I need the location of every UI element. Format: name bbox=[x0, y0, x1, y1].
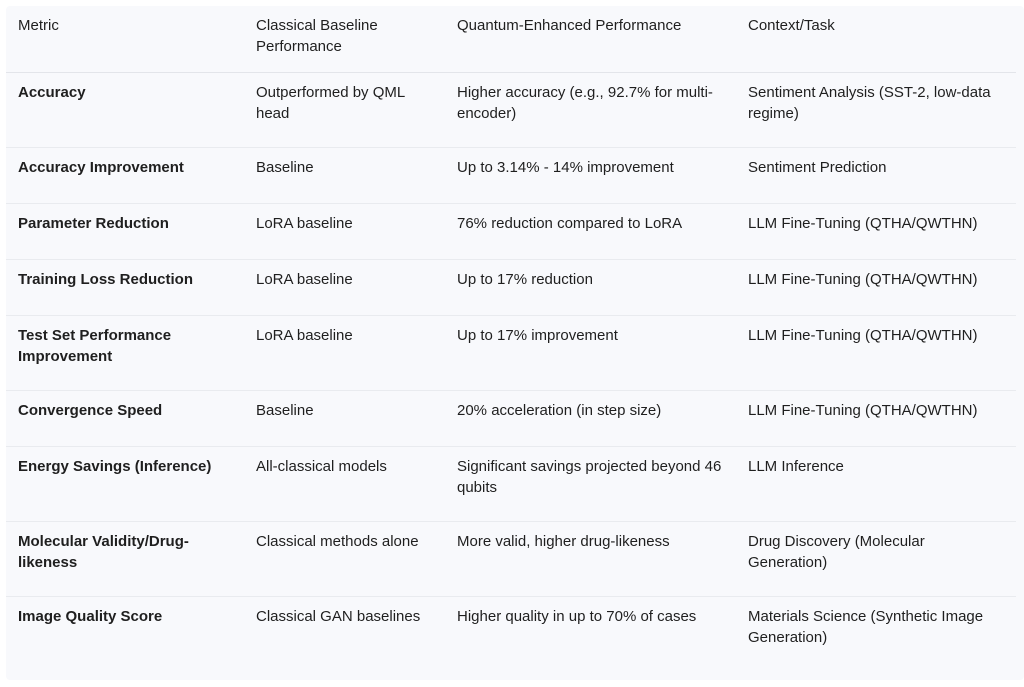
classical-cell: Outperformed by QML head bbox=[244, 72, 445, 147]
table-row bbox=[6, 315, 1016, 390]
header-classical-baseline: Classical Baseline Performance bbox=[244, 6, 445, 72]
header-row bbox=[6, 6, 1016, 72]
metric-cell: Accuracy bbox=[6, 72, 244, 147]
context-cell: LLM Fine-Tuning (QTHA/QWTHN) bbox=[736, 203, 1016, 259]
metric-cell: Parameter Reduction bbox=[6, 203, 244, 259]
metric-cell: Convergence Speed bbox=[6, 390, 244, 446]
context-cell: Sentiment Prediction bbox=[736, 147, 1016, 203]
table-body bbox=[6, 72, 1016, 671]
classical-cell: LoRA baseline bbox=[244, 315, 445, 390]
table-row bbox=[6, 390, 1016, 446]
metric-cell: Test Set Performance Improvement bbox=[6, 315, 244, 390]
context-cell: LLM Fine-Tuning (QTHA/QWTHN) bbox=[736, 390, 1016, 446]
quantum-cell: Significant savings projected beyond 46 qubits bbox=[445, 446, 736, 521]
comparison-table bbox=[6, 6, 1016, 671]
classical-cell: LoRA baseline bbox=[244, 203, 445, 259]
classical-cell: Classical methods alone bbox=[244, 521, 445, 596]
context-cell: LLM Fine-Tuning (QTHA/QWTHN) bbox=[736, 315, 1016, 390]
context-cell: LLM Inference bbox=[736, 446, 1016, 521]
classical-cell: Baseline bbox=[244, 147, 445, 203]
quantum-cell: 76% reduction compared to LoRA bbox=[445, 203, 736, 259]
quantum-cell: 20% acceleration (in step size) bbox=[445, 390, 736, 446]
metric-cell: Training Loss Reduction bbox=[6, 259, 244, 315]
comparison-table-card bbox=[6, 6, 1024, 680]
classical-cell: LoRA baseline bbox=[244, 259, 445, 315]
table-row bbox=[6, 521, 1016, 596]
table-row bbox=[6, 259, 1016, 315]
context-cell: Sentiment Analysis (SST-2, low-data regime) bbox=[736, 72, 1016, 147]
metric-cell: Accuracy Improvement bbox=[6, 147, 244, 203]
quantum-cell: Higher accuracy (e.g., 92.7% for multi-encoder) bbox=[445, 72, 736, 147]
context-cell: Materials Science (Synthetic Image Generation) bbox=[748, 607, 984, 646]
header-quantum-enhanced: Quantum-Enhanced Performance bbox=[445, 6, 736, 72]
quantum-cell: Higher quality in up to 70% of cases bbox=[457, 607, 697, 625]
classical-cell: Classical GAN baselines bbox=[256, 607, 421, 625]
table-row bbox=[6, 147, 1016, 203]
table-row bbox=[6, 203, 1016, 259]
table-row bbox=[6, 446, 1016, 521]
table-row bbox=[6, 72, 1016, 147]
quantum-cell: Up to 17% improvement bbox=[445, 315, 736, 390]
header-metric: Metric bbox=[6, 6, 244, 72]
table-header bbox=[6, 6, 1016, 72]
metric-cell: Molecular Validity/Drug-likeness bbox=[6, 521, 244, 596]
context-cell: LLM Fine-Tuning (QTHA/QWTHN) bbox=[736, 259, 1016, 315]
quantum-cell: Up to 17% reduction bbox=[445, 259, 736, 315]
table-row bbox=[6, 596, 1016, 671]
header-context-task: Context/Task bbox=[736, 6, 1016, 72]
classical-cell: All-classical models bbox=[244, 446, 445, 521]
metric-cell: Energy Savings (Inference) bbox=[6, 446, 244, 521]
quantum-cell: More valid, higher drug-likeness bbox=[445, 521, 736, 596]
quantum-cell: Up to 3.14% - 14% improvement bbox=[445, 147, 736, 203]
context-cell: Drug Discovery (Molecular Generation) bbox=[736, 521, 1016, 596]
classical-cell: Baseline bbox=[244, 390, 445, 446]
metric-cell: Image Quality Score bbox=[18, 607, 163, 625]
